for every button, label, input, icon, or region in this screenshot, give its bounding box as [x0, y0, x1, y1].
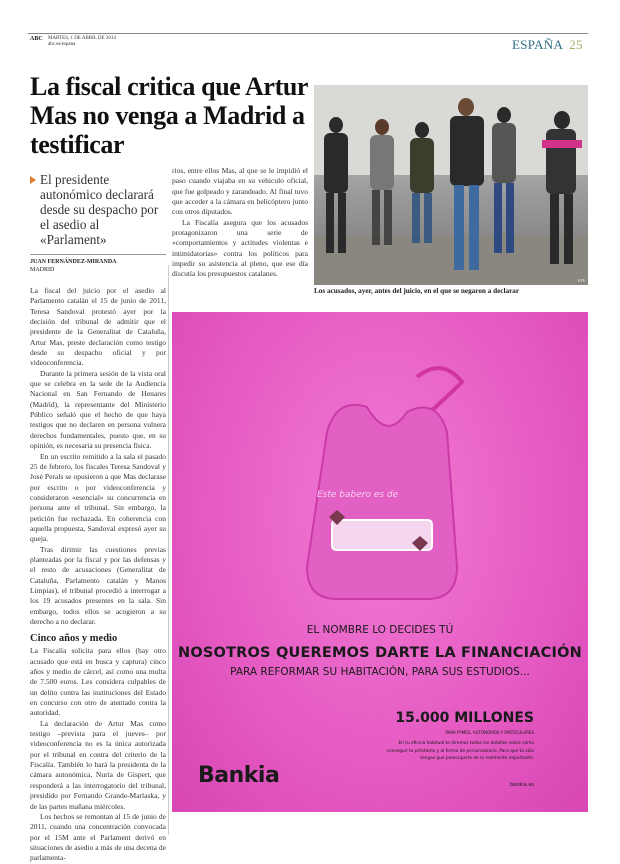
- paragraph: La Fiscalía solicita para ellos (hay otro acusado que está en busca y captura) cinco años y medio de cárcel, así como una multa de 7.500 euros. Les considera culpables de un delito contra las instituciones del Estado en concurso con otro de atentado contra la autoridad.: [30, 646, 166, 718]
- section-name: ESPAÑA: [512, 37, 564, 52]
- paragraph: Los hechos se remontan al 15 de junio de 2011, cuando una concentración convocada por el 15M ante el Parlament derivó en situaciones de asedio a más de una decena de parlamenta-: [30, 811, 166, 863]
- author: JUAN FERNÁNDEZ-MIRANDA: [30, 259, 117, 265]
- ad-url[interactable]: bankia.es: [509, 782, 534, 788]
- triangle-bullet-icon: [30, 176, 36, 184]
- ad-headline: NOSOTROS QUEREMOS DARTE LA FINANCIACIÓN: [178, 645, 582, 661]
- ad-body: En tu oficina habitual te diremos todos los detalles sobre cómo conseguir tu préstamo y la forma de personalizarlo. Para que tú sólo tengas que preocuparte de lo realmente importante.: [386, 741, 534, 761]
- publication-name: ABC: [30, 36, 43, 42]
- location: MADRID: [30, 267, 55, 273]
- page-number: 25: [569, 37, 583, 52]
- pink-bib-illustration: [267, 337, 497, 607]
- bib-text: Este babero es de: [317, 490, 399, 500]
- news-photo: [314, 85, 588, 285]
- article-column-1: [30, 286, 166, 864]
- subheading: Cinco años y medio: [30, 633, 118, 645]
- paragraph: La Fiscalía asegura que los acusados protagonizaron una serie de «comportamientos y actitudes violentas e intimidatorias» contra los políticos para impedir su asistencia al pleno, que ese día discutía los presupuestos catalanes.: [172, 217, 308, 279]
- ad-tagline: EL NOMBRE LO DECIDES TÚ: [306, 624, 454, 636]
- byline: [30, 258, 166, 274]
- section-url[interactable]: abc.es/espana: [48, 42, 76, 47]
- article-column-2: [172, 166, 308, 280]
- ad-amount-sub: PARA PYMES, AUTÓNOMOS Y PARTICULARES: [445, 730, 534, 735]
- left-column: [30, 172, 166, 864]
- headline-text: La fiscal critica que Artur Mas no venga a Madrid a testificar: [30, 72, 308, 159]
- ad-amount: 15.000 MILLONES: [395, 710, 534, 726]
- date-text: MARTES, 1 DE ABRIL DE 2014: [48, 36, 116, 41]
- subhead: [30, 172, 166, 247]
- paragraph: Durante la primera sesión de la vista oral que se celebra en la sede de la Audiencia Nacional en San Fernando de Henares (Madrid), la representante del Ministerio Público señaló que el hecho de que haya testigos que no declaren en persona vulnera derechos fundamentales, puesto que, en su opinión, es necesaria su presencia física.: [30, 368, 166, 451]
- paragraph: rios, entre ellos Mas, al que se le impidió el paso cuando viajaba en su vehículo oficial, que fue golpeado y zarandeado. Al final tuvo que acceder a la cámara en helicóptero junto con otros diputados.: [172, 166, 308, 217]
- photo-credit: EFE: [578, 278, 586, 283]
- paragraph: La fiscal del juicio por el asedio al Parlamento catalán el 15 de junio de 2011, Teresa Sandoval protestó ayer por la decisión del tribunal de admitir que el presidente de la Generalitat de Cataluña, Artur Mas, preste declaración como testigo desde su despacho oficial y por videoconferencia.: [30, 286, 166, 368]
- header-rule: [28, 33, 588, 34]
- ad-subline: PARA REFORMAR SU HABITACIÓN, PARA SUS ESTUDIOS...: [230, 666, 530, 678]
- paragraph: En un escrito remitido a la sala el pasado 25 de febrero, los fiscales Teresa Sandoval y José Perals se opusieron a que Mas declarase por escrito o por videoconferencia y consideraron «esencial» su concurrencia en persona ante el tribunal. Sin embargo, la petición fue rechazada. En coherencia con aquella propuesta, Sandoval expresó ayer su queja.: [30, 451, 166, 544]
- paragraph: Tras dirimir las cuestiones previas planteadas por la fiscal y por las defensas y el resto de acusaciones (Generalitat de Cataluña, Parlamento catalán y Manos Limpias), el tribunal procedió a interrogar a los 19 acusados presentes en la sala. Sin embargo, todos ellos se acogieron a su derecho a no declarar.: [30, 544, 166, 626]
- header-date: [48, 36, 116, 48]
- headline: [30, 72, 315, 159]
- photo-caption: Los acusados, ayer, antes del juicio, en el que se negaron a declarar: [314, 287, 520, 295]
- column-divider: [168, 265, 169, 835]
- bankia-advertisement[interactable]: [172, 312, 588, 812]
- section-label: [512, 37, 583, 53]
- bankia-logo: Bankia: [198, 763, 280, 788]
- protesters-photo-illustration: [314, 85, 588, 285]
- byline-rule: [30, 254, 166, 255]
- paragraph: La declaración de Artur Mas como testigo –prevista para el jueves– por videoconferencia no es la única autorizada por el tribunal en contra del criterio de la Fiscalía. También lo hará la presidenta de la cámara autonómica, Nuria de Gispert, que responderá a las interrogatorio del tribunal, presidido por Fernando Grande-Marlaska, y de las partes mañana miércoles.: [30, 718, 166, 811]
- subhead-text: El presidente autonómico declarará desde su despacho por el asedio al «Parlament»: [40, 172, 159, 247]
